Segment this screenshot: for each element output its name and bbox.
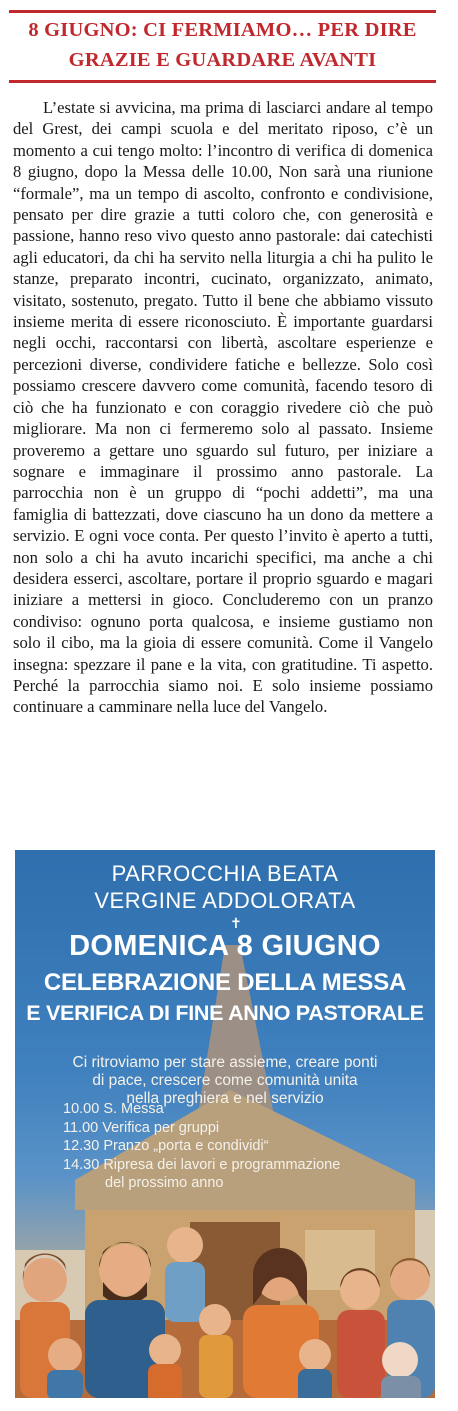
schedule-item: 12.30 Pranzo „porta e condividi“ xyxy=(63,1138,269,1155)
schedule-item: 10.00 S. Messa xyxy=(63,1101,164,1117)
schedule-item: 11.00 Verifica per gruppi xyxy=(63,1119,220,1136)
poster-parish-name xyxy=(15,860,435,914)
article-title-line-1: 8 GIUGNO: CI FERMIAMO… PER DIRE xyxy=(28,19,417,41)
poster-event-line-1: CELEBRAZIONE DELLA MESSA xyxy=(43,969,407,996)
article-title xyxy=(9,15,436,75)
poster-date: DOMENICA 8 GIUGNO xyxy=(69,930,381,962)
schedule-item-continuation: del prossimo anno xyxy=(105,1175,224,1192)
cross-icon: ✝ xyxy=(230,916,242,932)
title-rule-bottom xyxy=(9,80,436,83)
article-title-line-2: GRAZIE E GUARDARE AVANTI xyxy=(68,49,377,71)
poster-intro-line-1: Ci ritroviamo per stare assieme, creare ponti xyxy=(72,1054,378,1071)
poster-parish-line-2: VERGINE ADDOLORATA xyxy=(94,888,356,913)
poster-schedule xyxy=(63,1100,383,1193)
poster-event-title xyxy=(15,968,435,1028)
poster-event-line-2: E VERIFICA DI FINE ANNO PASTORALE xyxy=(26,1001,424,1025)
poster-intro-line-3: nella preghiera e nel servizio xyxy=(126,1090,324,1107)
schedule-item: 14.30 Ripresa dei lavori e programmazione xyxy=(63,1156,341,1173)
title-rule-top xyxy=(9,10,436,13)
poster-parish-line-1: PARROCCHIA BEATA xyxy=(111,861,339,886)
poster-intro-line-2: di pace, crescere come comunità unita xyxy=(92,1072,358,1089)
article-body xyxy=(13,97,433,718)
event-poster xyxy=(15,850,435,1398)
article-paragraph: L’estate si avvicina, ma prima di lasciarci andare al tempo del Grest, dei campi scuola e del meritato riposo, c’è un momento a cui tengo molto: l’incontro di verifica di domenica 8 giugno, dopo la Messa delle 10.00, Non sarà una riunione “formale”, ma un tempo di ascolto, confronto e condivisione, pensato per dire grazie a tutti coloro che, con generosità e passione, hanno reso vivo questo anno pastorale: dai catechisti agli educatori, da chi ha servito nella liturgia a chi ha pulito le stanze, preparato incontri, cucinato, organizzato, animato, visitato, sostenuto, pregato. Tutto il bene che abbiamo vissuto insieme merita di essere riconosciuto. È importante guardarsi negli occhi, raccontarsi con libertà, ascoltare esperienze e percezioni diverse, condividere fatiche e bellezze. Solo così possiamo crescere davvero come comunità, facendo tesoro di ciò che ha funzionato e con coraggio rivedere ciò che può migliorare. Ma non ci fermeremo solo al passato. Insieme proveremo a gettare uno sguardo sul futuro, per iniziare a sognare e immaginare il prossimo anno pastorale. La parrocchia non è un gruppo di “pochi addetti”, ma una famiglia di battezzati, dove ciascuno ha un dono da mettere a servizio. E ogni voce conta. Per questo l’invito è aperto a tutti, non solo a chi ha avuto incarichi specifici, ma anche a chi desidera esserci, ascoltare, portare il proprio sguardo e magari iniziare a mettersi in gioco. Concluderemo con un pranzo condiviso: ognuno porta qualcosa, e insieme gustiamo non solo il cibo, ma la gioia di essere comunità. Come il Vangelo insegna: spezzare il pane e la vita, con gratitudine. Ti aspetto. Perché la parrocchia siamo noi. E solo insieme possiamo continuare a camminare nella luce del Vangelo. xyxy=(13,98,433,717)
